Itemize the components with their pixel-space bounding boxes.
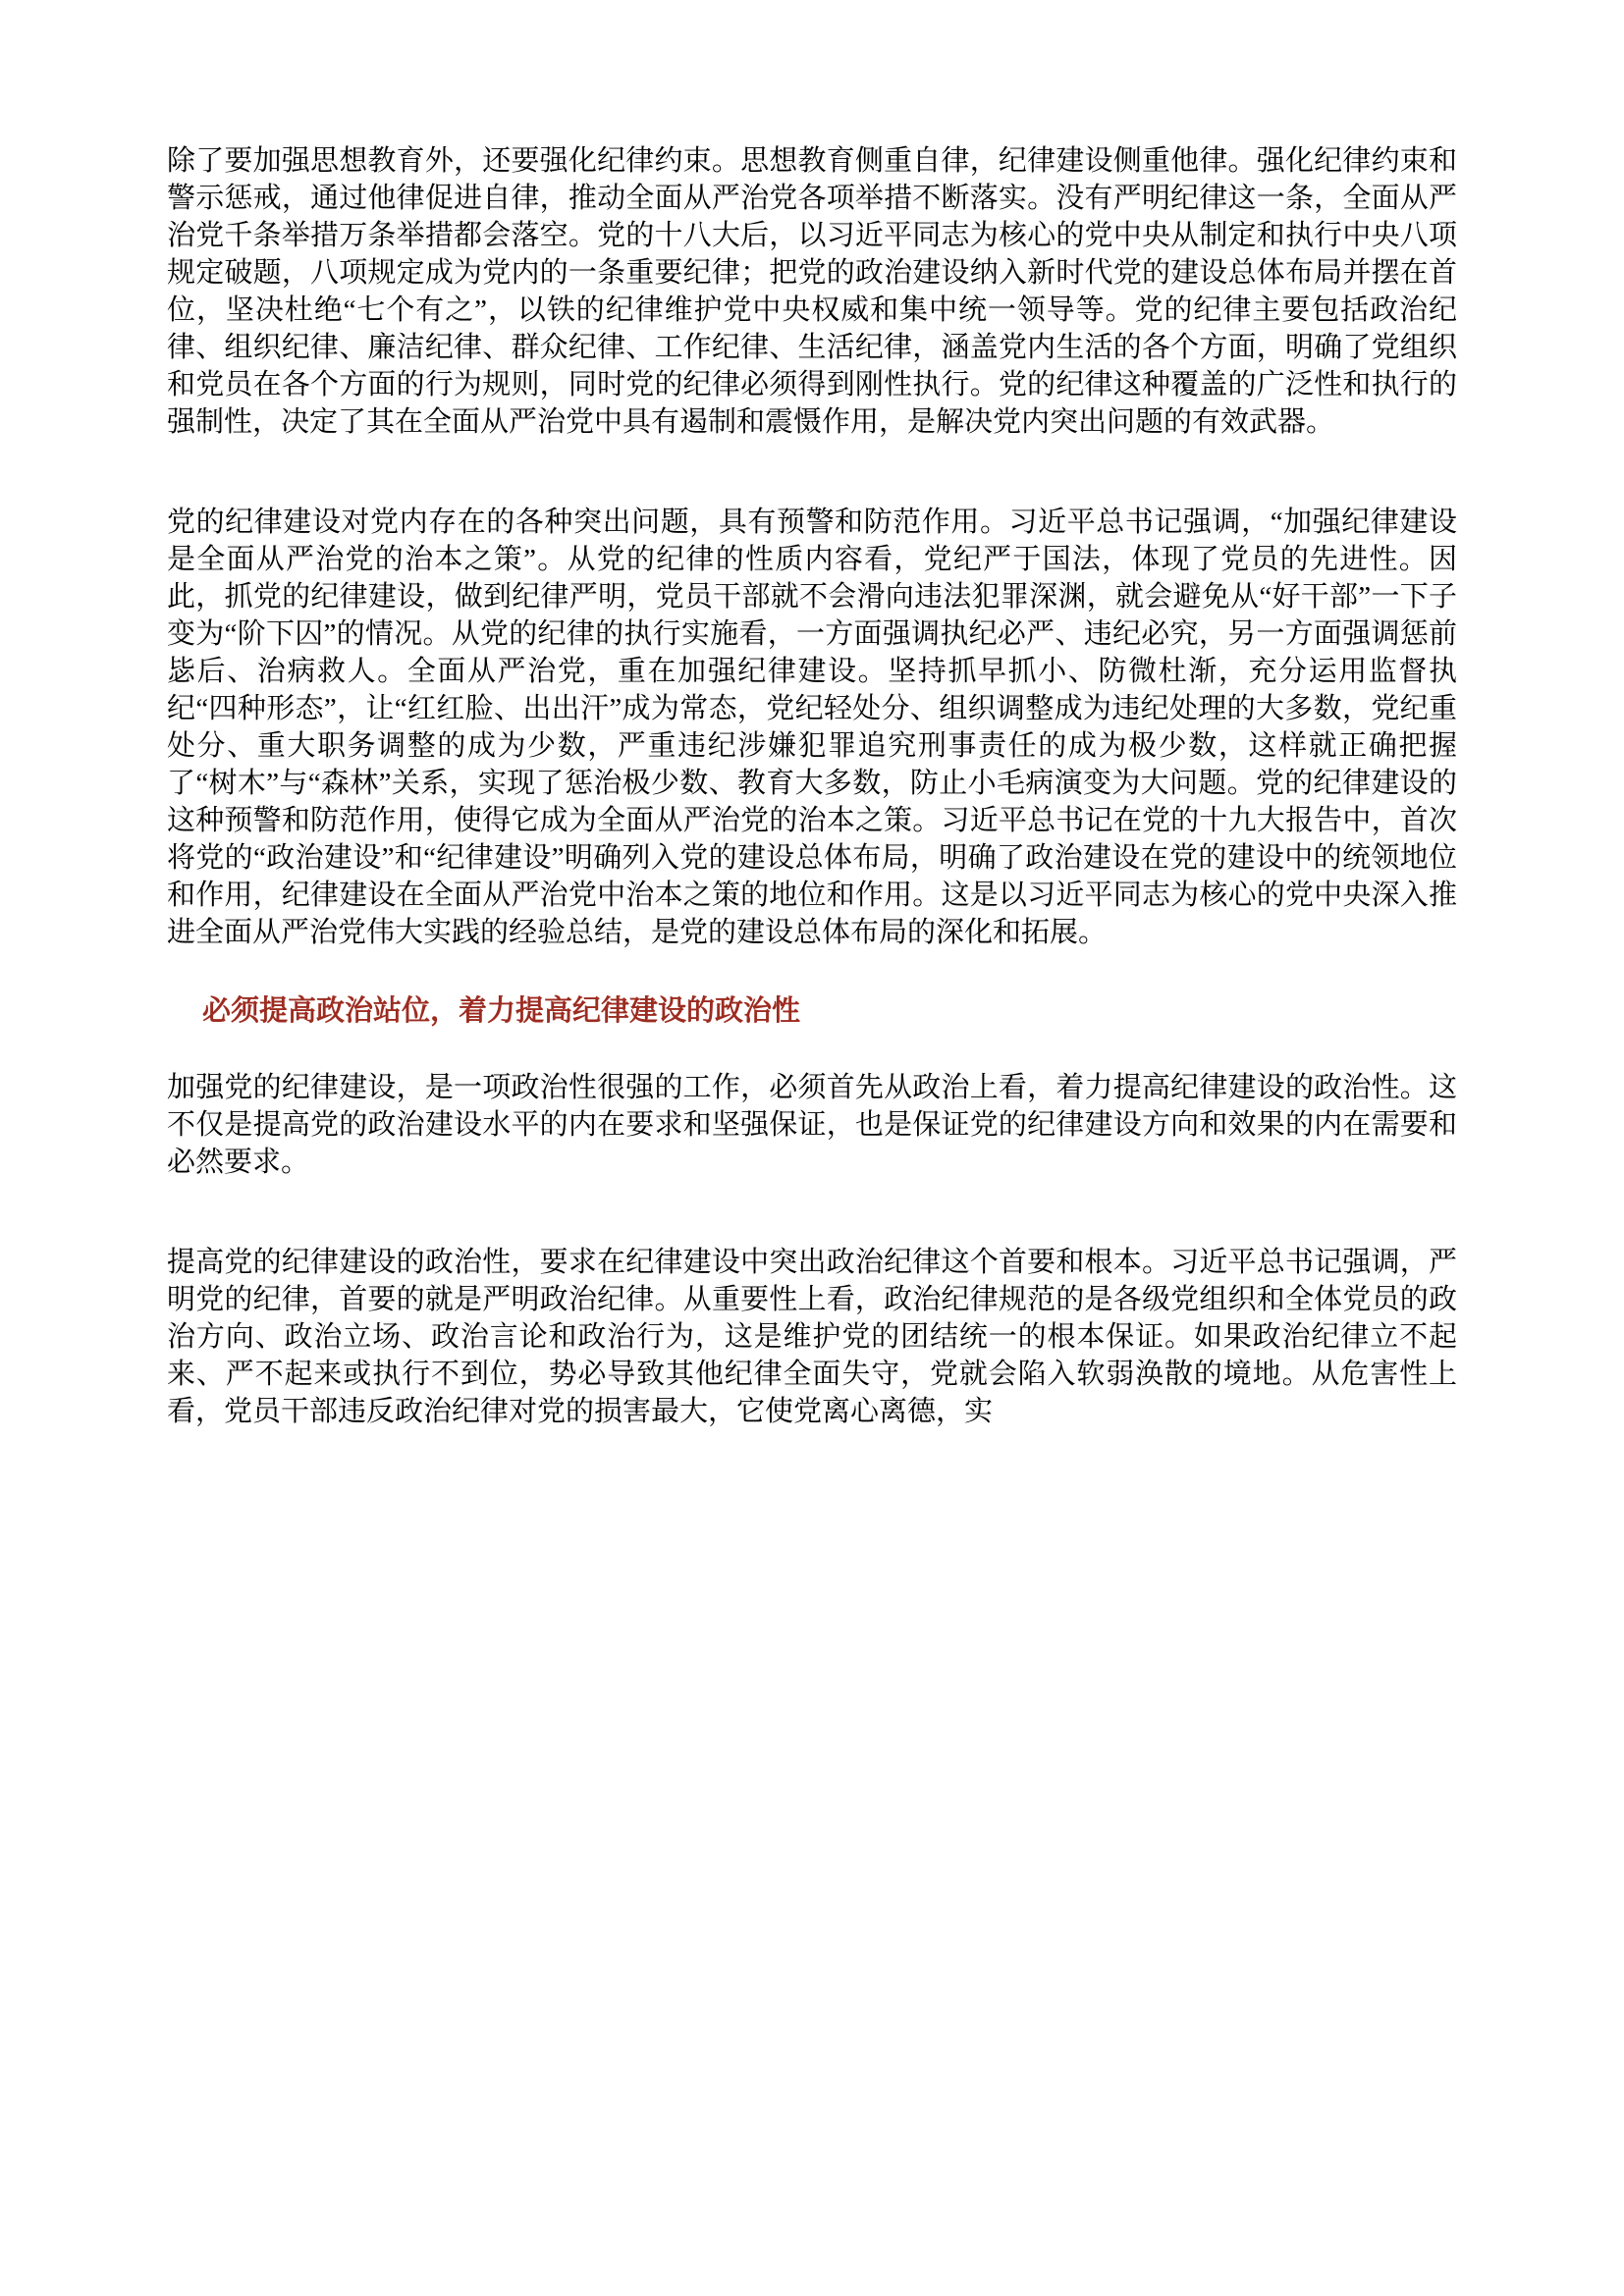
section-heading: 必须提高政治站位，着力提高纪律建设的政治性	[202, 995, 801, 1027]
body-paragraph-2: 党的纪律建设对党内存在的各种突出问题，具有预警和防范作用。习近平总书记强调，“加强纪律建设是全面从严治党的治本之策”。从党的纪律的性质内容看，党纪严于国法，体现了党员的先进性。因此，抓党的纪律建设，做到纪律严明，党员干部就不会滑向违法犯罪深渊，就会避免从“好干部”一下子变为“阶下囚”的情况。从党的纪律的执行实施看，一方面强调执纪必严、违纪必究，另一方面强调惩前毖后、治病救人。全面从严治党，重在加强纪律建设。坚持抓早抓小、防微杜渐，充分运用监督执纪“四种形态”，让“红红脸、出出汗”成为常态，党纪轻处分、组织调整成为违纪处理的大多数，党纪重处分、重大职务调整的成为少数，严重违纪涉嫌犯罪追究刑事责任的成为极少数，这样就正确把握了“树木”与“森林”关系，实现了惩治极少数、教育大多数，防止小毛病演变为大问题。党的纪律建设的这种预警和防范作用，使得它成为全面从严治党的治本之策。习近平总书记在党的十九大报告中，首次将党的“政治建设”和“纪律建设”明确列入党的建设总体布局，明确了政治建设在党的建设中的统领地位和作用，纪律建设在全面从严治党中治本之策的地位和作用。这是以习近平同志为核心的党中央深入推进全面从严治党伟大实践的经验总结，是党的建设总体布局的深化和拓展。	[167, 507, 1457, 948]
body-paragraph-1: 除了要加强思想教育外，还要强化纪律约束。思想教育侧重自律，纪律建设侧重他律。强化纪律约束和警示惩戒，通过他律促进自律，推动全面从严治党各项举措不断落实。没有严明纪律这一条，全面从严治党千条举措万条举措都会落空。党的十八大后，以习近平同志为核心的党中央从制定和执行中央八项规定破题，八项规定成为党内的一条重要纪律；把党的政治建设纳入新时代党的建设总体布局并摆在首位，坚决杜绝“七个有之”，以铁的纪律维护党中央权威和集中统一领导等。党的纪律主要包括政治纪律、组织纪律、廉洁纪律、群众纪律、工作纪律、生活纪律，涵盖党内生活的各个方面，明确了党组织和党员在各个方面的行为规则，同时党的纪律必须得到刚性执行。党的纪律这种覆盖的广泛性和执行的强制性，决定了其在全面从严治党中具有遏制和震慑作用，是解决党内突出问题的有效武器。	[167, 145, 1457, 438]
body-paragraph-3: 加强党的纪律建设，是一项政治性很强的工作，必须首先从政治上看，着力提高纪律建设的政治性。这不仅是提高党的政治建设水平的内在要求和坚强保证，也是保证党的纪律建设方向和效果的内在需要和必然要求。	[167, 1072, 1457, 1178]
body-paragraph-4: 提高党的纪律建设的政治性，要求在纪律建设中突出政治纪律这个首要和根本。习近平总书记强调，严明党的纪律，首要的就是严明政治纪律。从重要性上看，政治纪律规范的是各级党组织和全体党员的政治方向、政治立场、政治言论和政治行为，这是维护党的团结统一的根本保证。如果政治纪律立不起来、严不起来或执行不到位，势必导致其他纪律全面失守，党就会陷入软弱涣散的境地。从危害性上看，党员干部违反政治纪律对党的损害最大，它使党离心离德，实	[167, 1247, 1457, 1427]
